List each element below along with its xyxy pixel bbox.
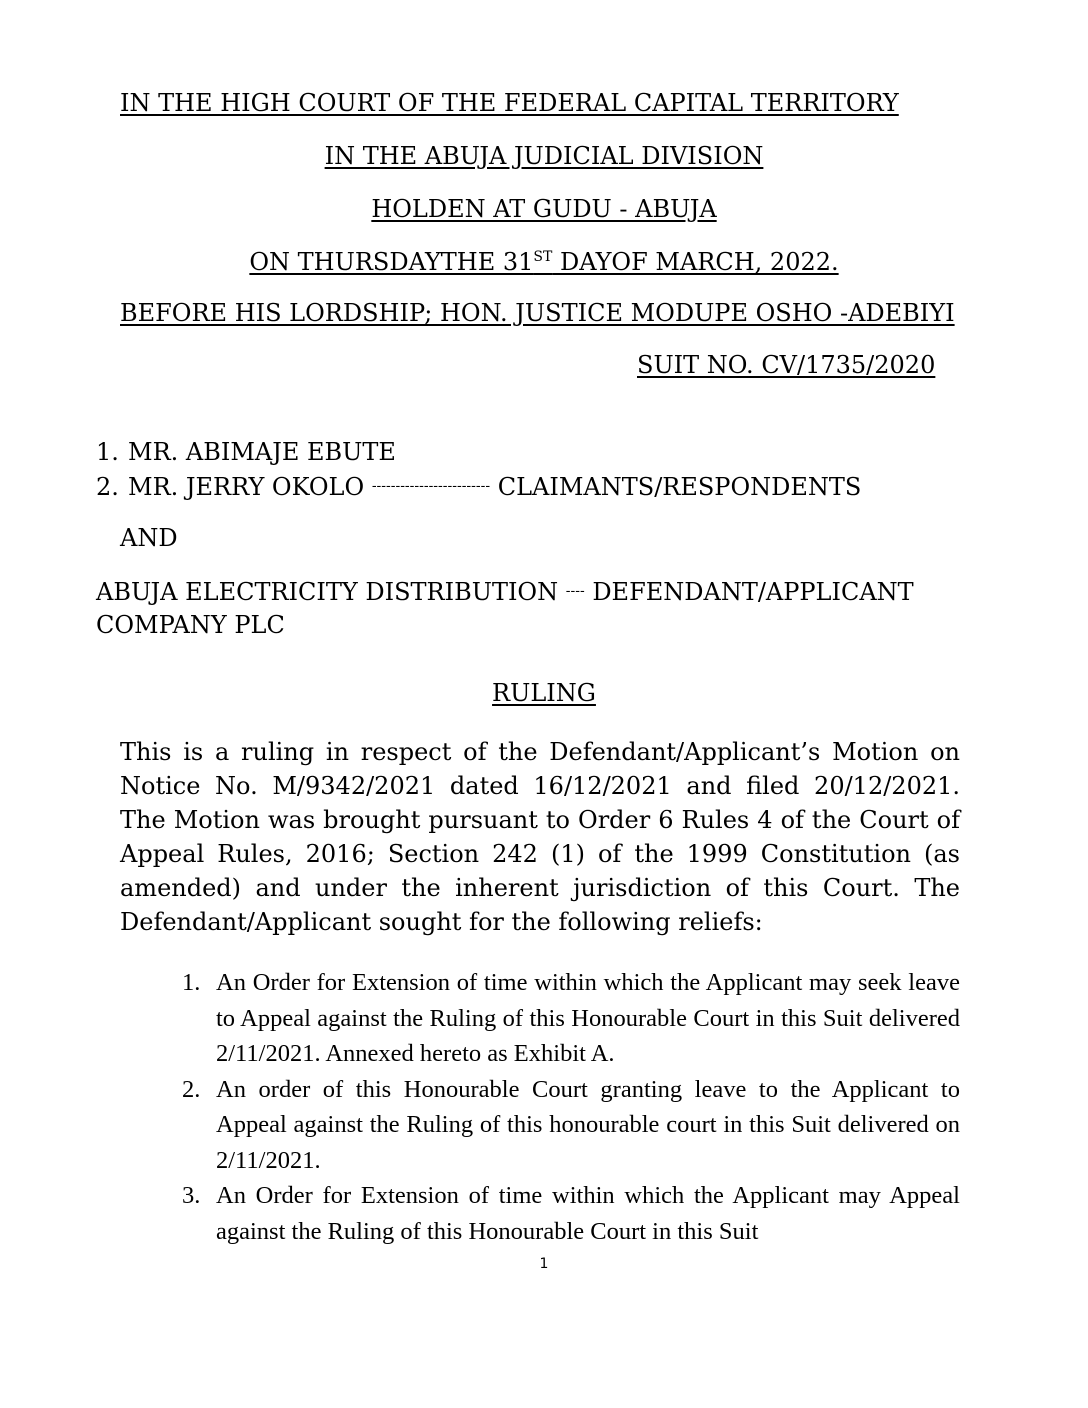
before-heading: BEFORE HIS LORDSHIP; HON. JUSTICE MODUPE OSHO -ADEBIYI: [120, 299, 955, 327]
intro-paragraph: This is a ruling in respect of the Defendant/Applicant’s Motion on Notice No. M/9342/2021 dated 16/12/2021 and filed 20/12/2021. The Motion was brought pursuant to Order 6 Rules 4 of the Court of Appeal Rules, 2016; Section 242 (1) of the 1999 Constitution (as amended) and under the inherent jurisdiction of this Court. The Defendant/Applicant sought for the following reliefs:: [120, 738, 960, 936]
claimant-1-name: MR. ABIMAJE EBUTE: [128, 438, 396, 466]
defendant-line-2: COMPANY PLC: [96, 611, 285, 639]
claimant-dashes: -------------------------: [371, 478, 491, 494]
defendant-dashes: ----: [565, 583, 585, 599]
claimant-2-name: MR. JERRY OKOLO: [128, 473, 365, 501]
date-heading: [0, 247, 1088, 277]
ruling-title: RULING: [492, 679, 596, 707]
relief-item: [176, 965, 960, 1072]
claimant-1: [96, 435, 396, 469]
relief-number: 1.: [182, 969, 201, 996]
holden-heading: HOLDEN AT GUDU - ABUJA: [371, 195, 717, 223]
claimant-2: [96, 469, 861, 504]
relief-text: An order of this Honourable Court granting leave to the Applicant to Appeal against the Ruling of this honourable court in this Suit delivered on 2/11/2021.: [216, 1075, 960, 1174]
defendant-name: ABUJA ELECTRICITY DISTRIBUTION: [96, 578, 559, 606]
relief-text: An Order for Extension of time within which the Applicant may seek leave to Appeal against the Ruling of this Honourable Court in this Suit delivered 2/11/2021. Annexed hereto as Exhibit A.: [216, 969, 960, 1067]
relief-item: [176, 1072, 960, 1179]
date-prefix: ON THURSDAYTHE 31: [249, 248, 534, 276]
claimant-role: CLAIMANTS/RESPONDENTS: [497, 473, 862, 501]
claimant-1-number: 1.: [96, 438, 119, 466]
claimant-2-number: 2.: [96, 473, 119, 501]
page-number: 1: [539, 1256, 549, 1272]
relief-number: 2.: [182, 1075, 201, 1103]
suit-number: SUIT NO. CV/1735/2020: [637, 351, 936, 379]
and-separator: AND: [120, 524, 178, 552]
relief-number: 3.: [182, 1182, 201, 1209]
defendant-line-1: [96, 574, 914, 609]
date-suffix: DAYOF MARCH, 2022.: [552, 248, 839, 276]
date-ordinal-suffix: ST: [533, 249, 553, 265]
relief-text: An Order for Extension of time within which the Applicant may Appeal against the Ruling of this Honourable Court in this Suit: [216, 1182, 960, 1245]
reliefs-list: [176, 965, 960, 1249]
defendant-role: DEFENDANT/APPLICANT: [592, 578, 914, 606]
division-heading: IN THE ABUJA JUDICIAL DIVISION: [324, 142, 764, 170]
relief-item: [176, 1178, 960, 1249]
court-heading: IN THE HIGH COURT OF THE FEDERAL CAPITAL TERRITORY: [120, 89, 899, 117]
